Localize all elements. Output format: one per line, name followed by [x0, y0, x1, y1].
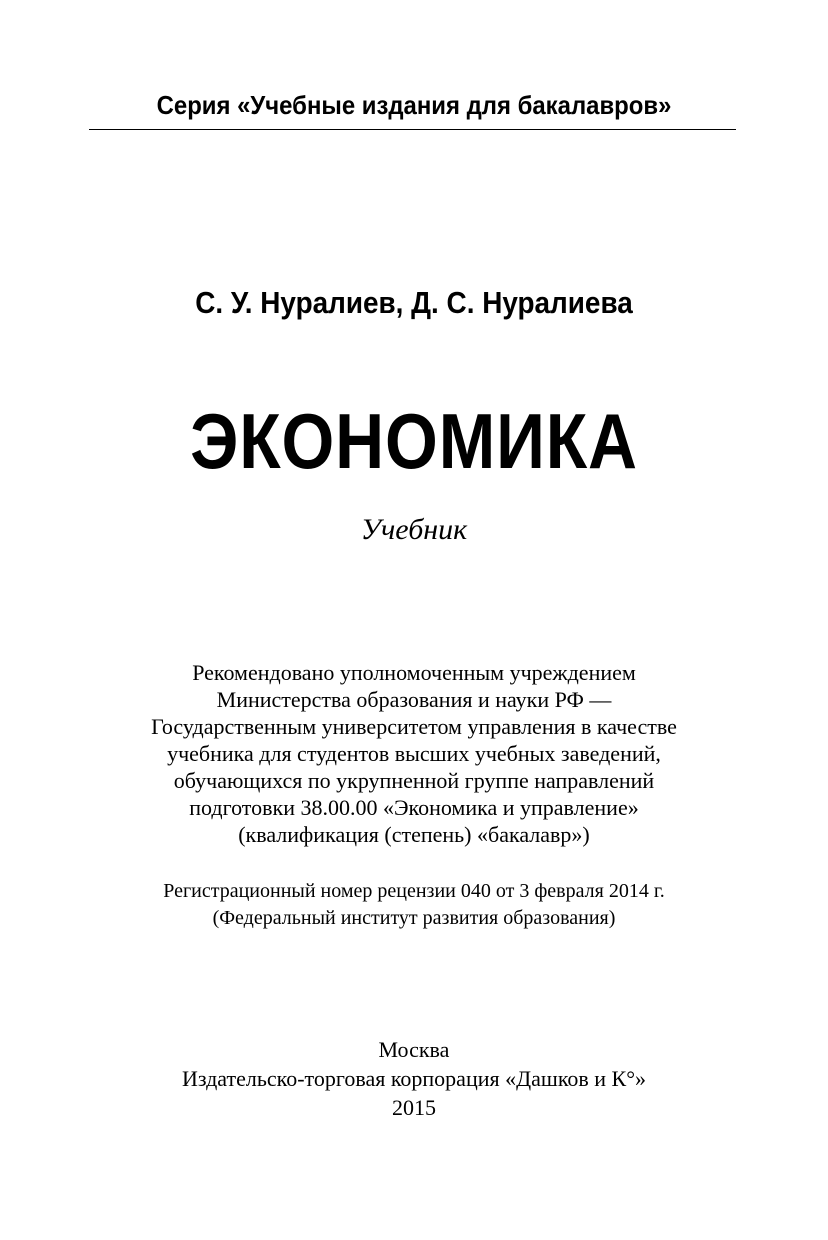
imprint-publisher: Издательско-торговая корпорация «Дашков и К°» — [181, 1066, 647, 1091]
series-title: Серия «Учебные издания для бакалавров» — [156, 90, 672, 120]
imprint-block — [0, 1035, 828, 1122]
recommendation-line: учебника для студентов высших учебных заведений, — [167, 741, 661, 766]
recommendation-line: Министерства образования и науки РФ — — [216, 687, 612, 712]
authors: С. У. Нуралиев, Д. С. Нуралиева — [195, 285, 633, 320]
recommendation-block — [0, 659, 828, 848]
imprint-year: 2015 — [392, 1095, 436, 1120]
book-title: ЭКОНОМИКА — [190, 397, 638, 485]
recommendation-line: (квалификация (степень) «бакалавр») — [238, 822, 590, 847]
registration-block — [0, 878, 828, 932]
recommendation-line: Рекомендовано уполномоченным учреждением — [192, 660, 636, 685]
registration-line: (Федеральный институт развития образования) — [212, 907, 616, 929]
recommendation-line: обучающихся по укрупненной группе направлений — [173, 768, 655, 793]
header-divider — [89, 129, 736, 130]
recommendation-line: Государственным университетом управления в качестве — [151, 714, 677, 739]
book-subtitle: Учебник — [360, 513, 468, 546]
registration-line: Регистрационный номер рецензии 040 от 3 февраля 2014 г. — [163, 880, 665, 902]
recommendation-line: подготовки 38.00.00 «Экономика и управление» — [189, 795, 639, 820]
imprint-city: Москва — [378, 1037, 450, 1062]
